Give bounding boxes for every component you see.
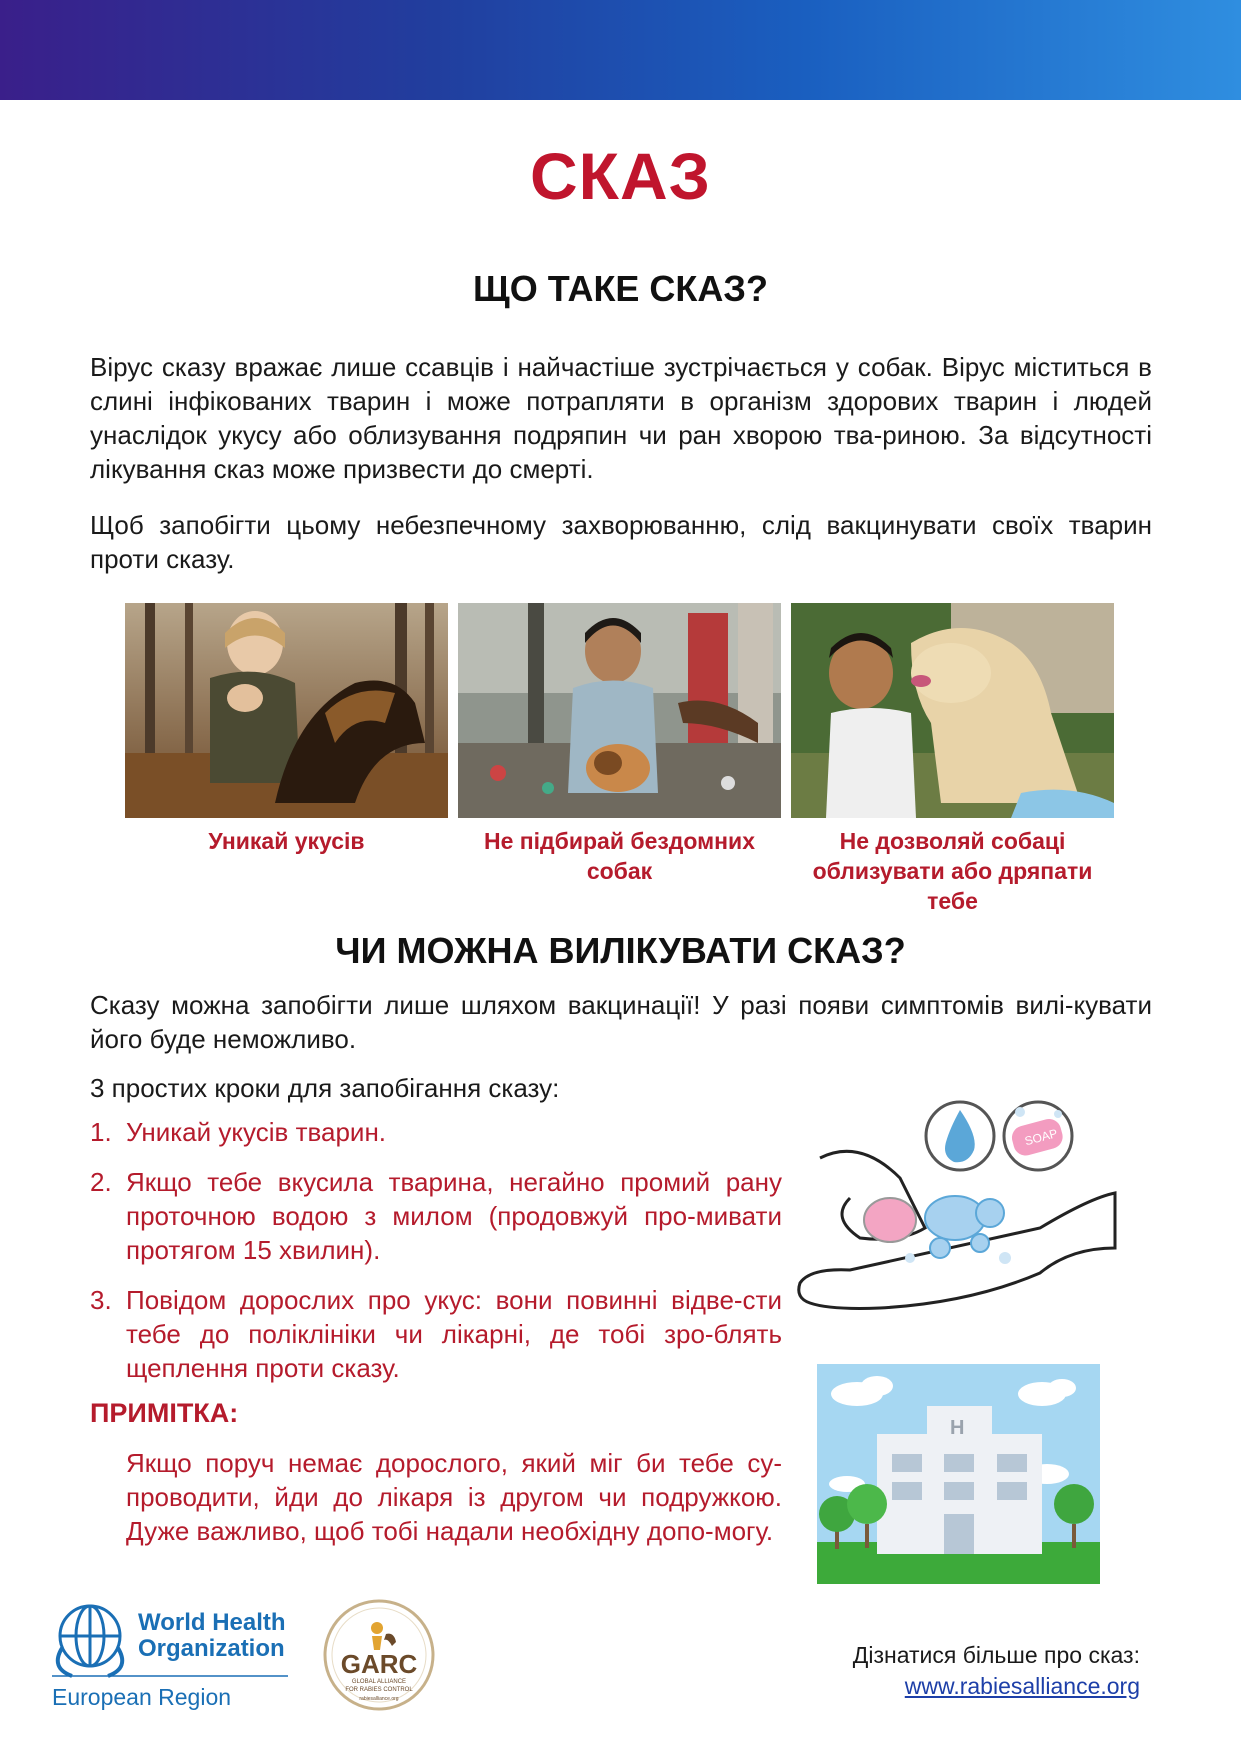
step-text: Уникай укусів тварин. [126, 1117, 387, 1147]
rabies-alliance-link[interactable]: www.rabiesalliance.org [904, 1673, 1140, 1699]
step-number: 1. [90, 1117, 112, 1147]
note-text: Якщо поруч немає дорослого, який міг би тебе су-проводити, йди до лікаря із другом чи подружкою. Дуже важливо, щоб тобі надали необхідну допо-могу. [126, 1448, 782, 1546]
header-banner [0, 0, 1241, 100]
soap-label: SOAP [1023, 1126, 1060, 1149]
prevention-steps [90, 1115, 782, 1401]
intro-paragraph: Вірус сказу вражає лише ссавців і найчастіше зустрічається у собак. Вірус міститься в слині інфікованих тварин і може потрапляти в організм здорових тварин і людей унаслідок укусу або облизування подряпин чи ран хворою тва-риною. За відсутності лікування сказ може призвести до смерті. [90, 352, 1152, 484]
caption-no-licking: Не дозволяй собаці облизувати або дряпати тебе [812, 828, 1093, 914]
list-item [90, 1165, 782, 1267]
who-logo [50, 1598, 300, 1718]
garc-logo [322, 1598, 437, 1713]
who-name-line1: World Health [138, 1609, 286, 1636]
learn-more [853, 1640, 1140, 1702]
list-item [90, 1115, 782, 1149]
photo-stray-puppy [458, 603, 781, 818]
step-number: 3. [90, 1285, 112, 1315]
vaccinate-paragraph: Щоб запобігти цьому небезпечному захворюванню, слід вакцинувати своїх тварин проти сказу. [90, 510, 1152, 574]
garc-site: rabiesalliance.org [359, 1696, 399, 1702]
vaccination-paragraph: Сказу можна запобігти лише шляхом вакцинації! У разі появи симптомів вилі-кувати його буде неможливо. [90, 990, 1152, 1054]
step-text: Повідом дорослих про укус: вони повинні відве-сти тебе до поліклініки чи лікарні, де тобі зро-блять щеплення проти сказу. [126, 1285, 782, 1383]
section-heading-can-be-cured: ЧИ МОЖНА ВИЛІКУВАТИ СКАЗ? [335, 930, 906, 971]
step-number: 2. [90, 1167, 112, 1197]
note-heading: ПРИМІТКА: [90, 1398, 239, 1428]
garc-line1: GLOBAL ALLIANCE [351, 1679, 407, 1685]
learn-more-text: Дізнатися більше про сказ: [852, 1642, 1140, 1668]
who-name-line2: Organization [138, 1635, 285, 1662]
caption-avoid-bites: Уникай укусів [208, 828, 365, 854]
who-region: European Region [52, 1684, 232, 1710]
hand-washing-illustration [790, 1098, 1120, 1320]
steps-intro: 3 простих кроки для запобігання сказу: [90, 1073, 560, 1103]
hospital-letter: H [950, 1417, 965, 1439]
step-text: Якщо тебе вкусила тварина, негайно промий рану проточною водою з милом (продовжуй про-мивати протягом 15 хвилин). [126, 1167, 782, 1265]
page-title: СКАЗ [530, 139, 711, 213]
garc-name: GARC [340, 1649, 418, 1679]
list-item [90, 1283, 782, 1385]
photo-dog-licking [791, 603, 1114, 818]
garc-line2: FOR RABIES CONTROL [345, 1687, 413, 1693]
hospital-illustration [817, 1364, 1100, 1584]
photo-avoid-bites [125, 603, 448, 818]
section-heading-what-is-rabies: ЩО ТАКЕ СКАЗ? [473, 268, 768, 309]
caption-stray-dogs: Не підбирай бездомних собак [483, 828, 755, 884]
